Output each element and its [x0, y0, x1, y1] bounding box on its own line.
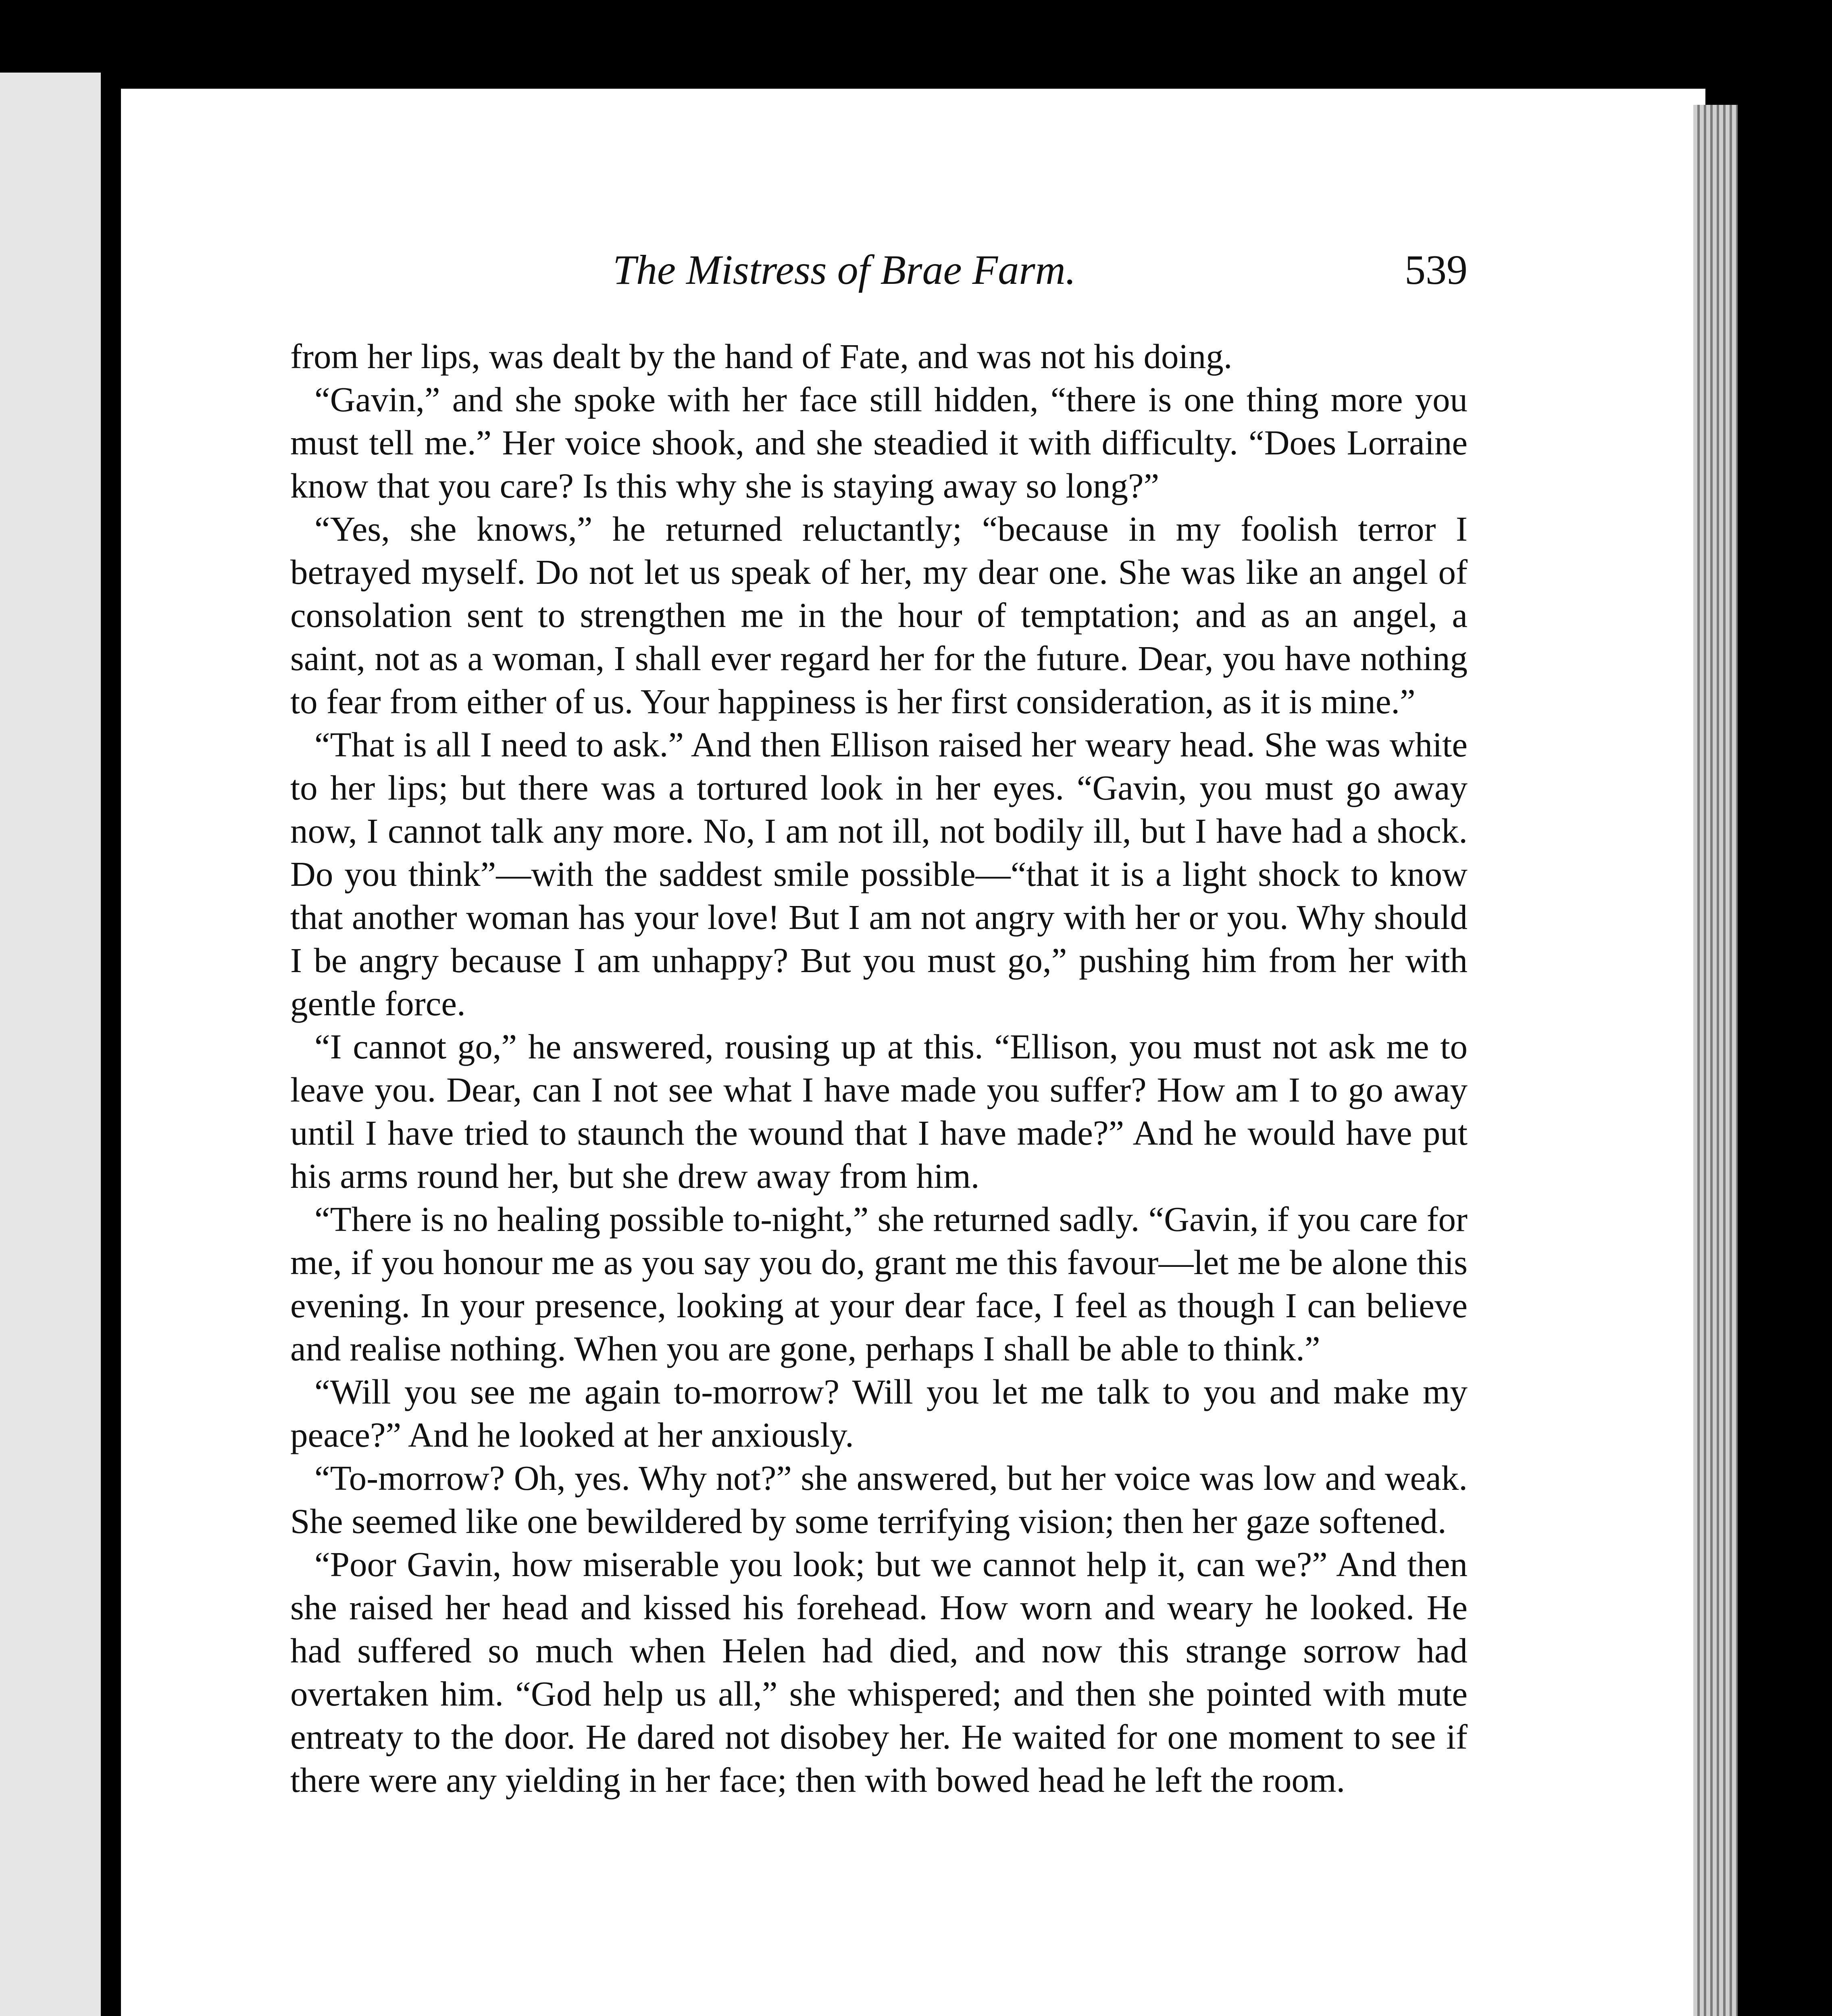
paragraph: “I cannot go,” he answered, rousing up at this. “Ellison, you must not ask me to leave you. Dear, can I not see what I have made you suffer? How am I to go away until I have tried to staunch the wound that I have made?” And he would have put his arms round her, but she drew away from him. [290, 1027, 1468, 1195]
page-number: 539 [1405, 247, 1468, 293]
left-page-edge [0, 73, 101, 2016]
paragraph: from her lips, was dealt by the hand of Fate, and was not his doing. [290, 337, 1232, 376]
running-title: The Mistress of Brae Farm. [613, 247, 1076, 293]
paragraph: “Gavin,” and she spoke with her face still hidden, “there is one thing more you must tell me.” Her voice shook, and she steadied it with difficulty. “Does Lorraine know that you care? Is this why she is staying away so long?” [290, 380, 1468, 505]
paragraph: “Poor Gavin, how miserable you look; but we cannot help it, can we?” And then she raised her head and kissed his forehead. How worn and weary he looked. He had suffered so much when Helen had died, and now this strange sorrow had overtaken him. “God help us all,” she whispered; and then she pointed with mute entreaty to the door. He dared not disobey her. He waited for one moment to see if there were any yielding in her face; then with bowed head he left the room. [290, 1545, 1468, 1799]
running-header [290, 246, 1468, 306]
paragraph: “That is all I need to ask.” And then Ellison raised her weary head. She was white to her lips; but there was a tortured look in her eyes. “Gavin, you must go away now, I cannot talk any more. No, I am not ill, not bodily ill, but I have had a shock. Do you think”—with the saddest smile possible—“that it is a light shock to know that another woman has your love! But I am not angry with her or you. Why should I be angry because I am unhappy? But you must go,” pushing him from her with gentle force. [290, 725, 1468, 1023]
paragraph: “Yes, she knows,” he returned reluctantly; “because in my foolish terror I betrayed myself. Do not let us speak of her, my dear one. She was like an angel of consolation sent to strengthen me in the hour of temptation; and as an angel, a saint, not as a woman, I shall ever regard her for the future. Dear, you have nothing to fear from either of us. Your happiness is her first consideration, as it is mine.” [290, 509, 1468, 721]
body-text [290, 335, 1468, 1801]
paragraph: “There is no healing possible to-night,” she returned sadly. “Gavin, if you care for me, if you honour me as you say you do, grant me this favour—let me be alone this evening. In your presence, looking at your dear face, I feel as though I can believe and realise nothing. When you are gone, perhaps I shall be able to think.” [290, 1200, 1468, 1368]
paragraph: “To-morrow? Oh, yes. Why not?” she answered, but her voice was low and weak. She seemed like one bewildered by some terrifying vision; then her gaze softened. [290, 1458, 1468, 1541]
paragraph: “Will you see me again to-morrow? Will you let me talk to you and make my peace?” And he looked at her anxiously. [290, 1372, 1468, 1454]
page-stack-edge [1693, 105, 1738, 2016]
